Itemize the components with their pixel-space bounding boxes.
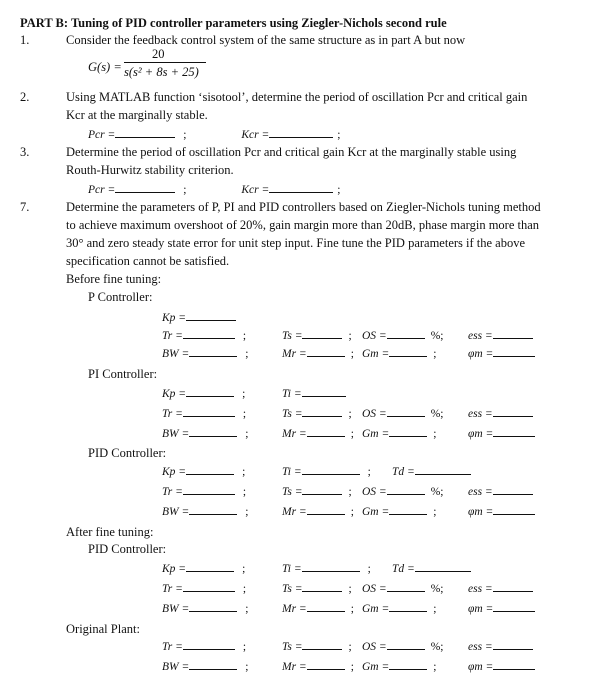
phim-blank[interactable] (493, 345, 535, 357)
kcr-blank[interactable] (269, 181, 333, 193)
separator: ; (245, 348, 249, 360)
phim-label: φm = (468, 348, 494, 360)
phim-label: φm = (468, 603, 494, 615)
bw-blank[interactable] (189, 345, 237, 357)
pid-phim-field (468, 503, 535, 518)
kp-blank[interactable] (186, 560, 234, 572)
separator: ; (242, 641, 247, 653)
ess-label: ess = (468, 408, 493, 420)
separator: ; (348, 486, 352, 498)
plant-mr-field (282, 658, 354, 673)
ts-blank[interactable] (302, 638, 342, 650)
transfer-function-fraction (124, 47, 206, 81)
separator: ; (242, 408, 247, 420)
gm-label: Gm = (362, 348, 390, 360)
separator: ; (433, 348, 437, 360)
pi-ti-field (282, 385, 346, 400)
item-3-answers (88, 181, 340, 196)
plant-os-field (362, 638, 443, 653)
separator: ; (433, 661, 437, 673)
p-row-1 (162, 327, 246, 342)
item-7-number: 7. (20, 200, 30, 214)
ts-blank[interactable] (302, 405, 342, 417)
phim-label: φm = (468, 428, 494, 440)
mr-blank[interactable] (307, 345, 345, 357)
transfer-function-numerator: 20 (152, 47, 165, 61)
tr-label: Tr = (162, 583, 183, 595)
os-blank[interactable] (387, 638, 425, 650)
separator: ; (348, 583, 352, 595)
tr-blank[interactable] (183, 638, 235, 650)
pid-ts-field (282, 483, 352, 498)
p-ts-field (282, 327, 352, 342)
item-1-number: 1. (20, 33, 30, 47)
os-label: OS = (362, 641, 387, 653)
pcr-label: Pcr = (88, 184, 116, 196)
ti-label: Ti = (282, 388, 302, 400)
p-ess-field (468, 327, 533, 342)
tr-blank[interactable] (183, 580, 235, 592)
ts-label: Ts = (282, 330, 303, 342)
ts-label: Ts = (282, 641, 303, 653)
percent-separator: %; (430, 641, 444, 653)
separator: ; (242, 563, 246, 575)
plant-phim-field (468, 658, 535, 673)
original-plant-label: Original Plant: (66, 622, 140, 636)
separator: ; (242, 388, 246, 400)
pid-kp-field (162, 463, 245, 478)
separator: ; (183, 129, 187, 141)
separator: ; (337, 129, 341, 141)
ts-blank[interactable] (302, 327, 342, 339)
mr-label: Mr = (282, 506, 307, 518)
kp-label: Kp = (162, 388, 187, 400)
os-label: OS = (362, 330, 387, 342)
ti-blank[interactable] (302, 560, 360, 572)
pi-controller-label: PI Controller: (88, 367, 158, 381)
item-2-line-2: Kcr at the marginally stable. (66, 108, 208, 122)
separator: ; (350, 348, 354, 360)
p-controller-label: P Controller: (88, 290, 153, 304)
bw-label: BW = (162, 348, 190, 360)
p-phim-field (468, 345, 535, 360)
mr-blank[interactable] (307, 503, 345, 515)
os-blank[interactable] (387, 405, 425, 417)
item-7-line-3: 30° and zero steady state error for unit step input. Fine tune the PID parameters if the above (66, 236, 526, 250)
transfer-function-denominator: s(s² + 8s + 25) (124, 65, 199, 79)
pid-mr-field (282, 503, 354, 518)
tuned-phim-field (468, 600, 535, 615)
phim-blank[interactable] (493, 425, 535, 437)
separator: ; (350, 506, 354, 518)
plant-bw-field (162, 658, 248, 673)
mr-blank[interactable] (307, 425, 345, 437)
kp-blank[interactable] (186, 309, 236, 321)
ess-label: ess = (468, 583, 493, 595)
separator: ; (433, 428, 437, 440)
item-3-line-1: Determine the period of oscillation Pcr and critical gain Kcr at the marginally stable using (66, 145, 517, 159)
tuned-os-field (362, 580, 443, 595)
bw-blank[interactable] (189, 425, 237, 437)
page-title: PART B: Tuning of PID controller parameters using Ziegler-Nichols second rule (20, 16, 447, 30)
separator: ; (367, 563, 371, 575)
gm-label: Gm = (362, 506, 390, 518)
tuned-bw-field (162, 600, 248, 615)
tuned-ess-field (468, 580, 533, 595)
mr-blank[interactable] (307, 658, 345, 670)
gm-blank[interactable] (389, 658, 427, 670)
p-bw-field (162, 345, 248, 360)
percent-separator: %; (430, 583, 444, 595)
percent-separator: %; (430, 486, 444, 498)
os-label: OS = (362, 486, 387, 498)
gm-blank[interactable] (389, 600, 427, 612)
separator: ; (242, 466, 246, 478)
kcr-label: Kcr = (241, 129, 270, 141)
ti-blank[interactable] (302, 385, 346, 397)
transfer-function-lhs: G(s) = (88, 60, 122, 74)
tuned-mr-field (282, 600, 354, 615)
pi-phim-field (468, 425, 535, 440)
os-blank[interactable] (387, 580, 425, 592)
bw-label: BW = (162, 428, 190, 440)
pid-controller-label: PID Controller: (88, 446, 167, 460)
item-7-line-1: Determine the parameters of P, PI and PID controllers based on Ziegler-Nichols tuning method (66, 200, 541, 214)
separator: ; (350, 428, 354, 440)
tuned-gm-field (362, 600, 436, 615)
ti-blank[interactable] (302, 463, 360, 475)
tr-label: Tr = (162, 641, 183, 653)
ts-blank[interactable] (302, 580, 342, 592)
gm-label: Gm = (362, 603, 390, 615)
td-label: Td = (392, 563, 415, 575)
kp-label: Kp = (162, 466, 187, 478)
p-kp-field (162, 309, 236, 324)
phim-blank[interactable] (493, 503, 535, 515)
item-7-line-2: to achieve maximum overshoot of 20%, gain margin more than 20dB, phase margin more than (66, 218, 540, 232)
after-fine-tuning-label: After fine tuning: (66, 525, 154, 539)
separator: ; (350, 603, 354, 615)
tuned-ts-field (282, 580, 352, 595)
td-label: Td = (392, 466, 415, 478)
separator: ; (348, 641, 352, 653)
bw-label: BW = (162, 661, 190, 673)
pid-gm-field (362, 503, 436, 518)
item-2-line-1: Using MATLAB function ‘sisotool’, determine the period of oscillation Pcr and critical gain (66, 90, 528, 104)
plant-tr-field (162, 638, 246, 653)
separator: ; (348, 408, 352, 420)
tuned-td-field (392, 560, 471, 575)
tr-label: Tr = (162, 408, 183, 420)
tuned-tr-field (162, 580, 246, 595)
pi-gm-field (362, 425, 436, 440)
ti-label: Ti = (282, 466, 302, 478)
p-gm-field (362, 345, 436, 360)
pcr-blank[interactable] (115, 126, 175, 138)
separator: ; (350, 661, 354, 673)
separator: ; (433, 506, 437, 518)
kp-blank[interactable] (186, 463, 234, 475)
ess-blank[interactable] (493, 327, 533, 339)
tr-blank[interactable] (183, 483, 235, 495)
gm-blank[interactable] (389, 425, 427, 437)
gm-blank[interactable] (389, 503, 427, 515)
mr-label: Mr = (282, 603, 307, 615)
tuned-ti-field (282, 560, 371, 575)
kcr-blank[interactable] (269, 126, 333, 138)
item-2-number: 2. (20, 90, 30, 104)
kp-blank[interactable] (186, 385, 234, 397)
ts-label: Ts = (282, 408, 303, 420)
phim-blank[interactable] (493, 658, 535, 670)
phim-label: φm = (468, 661, 494, 673)
pid-controller-tuned-label: PID Controller: (88, 542, 167, 556)
pid-ti-field (282, 463, 371, 478)
separator: ; (337, 184, 341, 196)
ess-label: ess = (468, 486, 493, 498)
bw-blank[interactable] (189, 503, 237, 515)
separator: ; (367, 466, 371, 478)
separator: ; (433, 603, 437, 615)
item-1-text: Consider the feedback control system of the same structure as in part A but now (66, 33, 466, 47)
ess-blank[interactable] (493, 638, 533, 650)
bw-blank[interactable] (189, 600, 237, 612)
td-blank[interactable] (415, 463, 471, 475)
td-blank[interactable] (415, 560, 471, 572)
pid-ess-field (468, 483, 533, 498)
gm-blank[interactable] (389, 345, 427, 357)
plant-gm-field (362, 658, 436, 673)
ess-label: ess = (468, 641, 493, 653)
tuned-kp-field (162, 560, 245, 575)
p-os-field (362, 327, 443, 342)
separator: ; (245, 661, 249, 673)
pi-os-field (362, 405, 443, 420)
kp-label: Kp = (162, 563, 187, 575)
ess-blank[interactable] (493, 405, 533, 417)
pcr-label: Pcr = (88, 129, 116, 141)
pi-ess-field (468, 405, 533, 420)
plant-ts-field (282, 638, 352, 653)
bw-label: BW = (162, 603, 190, 615)
pid-tr-field (162, 483, 246, 498)
tr-label: Tr = (162, 486, 183, 498)
separator: ; (245, 428, 249, 440)
os-label: OS = (362, 408, 387, 420)
pi-mr-field (282, 425, 354, 440)
pid-td-field (392, 463, 471, 478)
separator: ; (245, 506, 249, 518)
pcr-blank[interactable] (115, 181, 175, 193)
phim-blank[interactable] (493, 600, 535, 612)
item-2-answers (88, 126, 340, 141)
os-label: OS = (362, 583, 387, 595)
gm-label: Gm = (362, 661, 390, 673)
gm-label: Gm = (362, 428, 390, 440)
bw-label: BW = (162, 506, 190, 518)
os-blank[interactable] (387, 483, 425, 495)
before-fine-tuning-label: Before fine tuning: (66, 272, 162, 286)
item-7-line-4: specification cannot be satisfied. (66, 254, 230, 268)
separator: ; (242, 583, 247, 595)
pi-ts-field (282, 405, 352, 420)
pi-bw-field (162, 425, 248, 440)
ts-label: Ts = (282, 486, 303, 498)
ess-label: ess = (468, 330, 493, 342)
bw-blank[interactable] (189, 658, 237, 670)
mr-label: Mr = (282, 428, 307, 440)
phim-label: φm = (468, 506, 494, 518)
pi-kp-field (162, 385, 245, 400)
os-blank[interactable] (387, 327, 425, 339)
mr-blank[interactable] (307, 600, 345, 612)
percent-separator: %; (430, 330, 444, 342)
pi-tr-field (162, 405, 246, 420)
kcr-label: Kcr = (241, 184, 270, 196)
ess-blank[interactable] (493, 580, 533, 592)
ts-label: Ts = (282, 583, 303, 595)
separator: ; (242, 330, 247, 342)
tr-blank[interactable] (183, 327, 235, 339)
ti-label: Ti = (282, 563, 302, 575)
kp-label: Kp = (162, 312, 187, 324)
plant-ess-field (468, 638, 533, 653)
ess-blank[interactable] (493, 483, 533, 495)
mr-label: Mr = (282, 348, 307, 360)
separator: ; (242, 486, 247, 498)
percent-separator: %; (430, 408, 444, 420)
separator: ; (348, 330, 352, 342)
p-mr-field (282, 345, 354, 360)
separator: ; (183, 184, 187, 196)
item-3-number: 3. (20, 145, 30, 159)
item-3-line-2: Routh-Hurwitz stability criterion. (66, 163, 234, 177)
tr-blank[interactable] (183, 405, 235, 417)
mr-label: Mr = (282, 661, 307, 673)
pid-bw-field (162, 503, 248, 518)
pid-os-field (362, 483, 443, 498)
separator: ; (245, 603, 249, 615)
tr-label: Tr = (162, 330, 183, 342)
ts-blank[interactable] (302, 483, 342, 495)
